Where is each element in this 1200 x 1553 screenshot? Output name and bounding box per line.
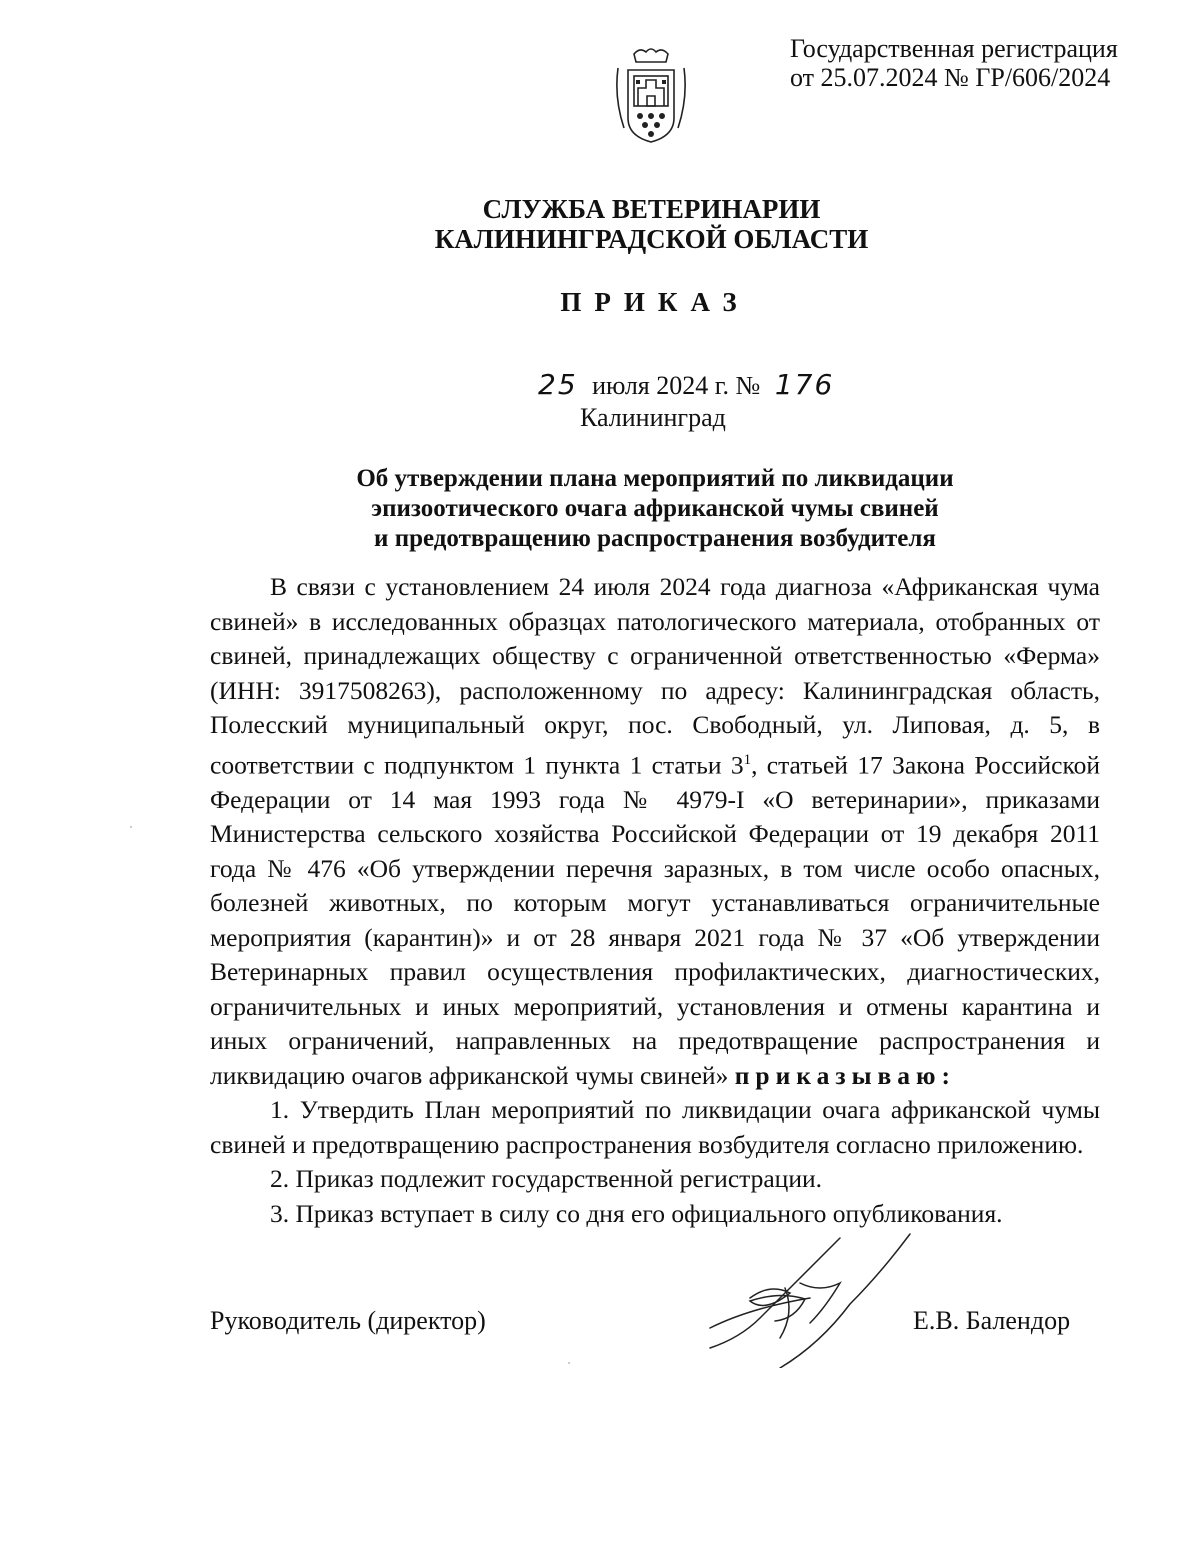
registration-line-2: от 25.07.2024 № ГР/606/2024 <box>790 63 1111 92</box>
organization-line-2: КАЛИНИНГРАДСКОЙ ОБЛАСТИ <box>434 224 869 254</box>
handwritten-signature-icon <box>690 1228 930 1368</box>
order-date-line <box>530 368 842 401</box>
organization-name <box>0 194 1200 254</box>
order-month-year: июля 2024 г. № <box>592 371 761 400</box>
preamble-part-1: В связи с установлением 24 июля 2024 года диагноза «Африканская чума свиней» в исследованных образцах патологического материала, отобранных от свиней, принадлежащих обществу с ограниченной ответственностью «Ферма» (ИНН: 3917508263), расположенному по адресу: Калининградская область, Полесский муниципальный округ, пос. Свободный, ул. Липовая, д. 5, в соответствии с подпунктом 1 пункта 1 статьи 3 <box>210 572 1100 779</box>
registration-line-1: Государственная регистрация <box>790 34 1118 63</box>
subject-line-1: Об утверждении плана мероприятий по ликвидации <box>356 465 954 492</box>
organization-line-1: СЛУЖБА ВЕТЕРИНАРИИ <box>482 194 821 224</box>
order-item-1: 1. Утвердить План мероприятий по ликвидации очага африканской чумы свиней и предотвращению распространения возбудителя согласно приложению. <box>210 1095 1100 1159</box>
order-item-2: 2. Приказ подлежит государственной регистрации. <box>270 1164 822 1193</box>
signatory-position: Руководитель (директор) <box>210 1306 486 1335</box>
scan-speck <box>568 1362 570 1364</box>
preamble-part-2: , статьей 17 Закона Российской Федерации от 14 мая 1993 года № 4979-I «О ветеринарии», приказами Министерства сельского хозяйства Российской Федерации от 19 декабря 2011 года № 476 «Об утверждении перечня заразных, в том числе особо опасных, болезней животных, по которым могут устанавливаться ограничительные мероприятия (карантин)» и от 28 января 2021 года № 37 «Об утверждении Ветеринарных правил осуществления профилактических, диагностических, ограничительных и иных мероприятий, установления и отмены карантина и иных ограничений, направленных на предотвращение распространения и ликвидацию очагов африканской чумы свиней» <box>210 750 1100 1090</box>
preamble-superscript: 1 <box>743 751 752 768</box>
coat-of-arms-icon <box>612 44 690 156</box>
document-type: ПРИКАЗ <box>560 287 750 317</box>
order-body <box>210 570 1100 1231</box>
scan-speck <box>130 826 132 828</box>
preamble-paragraph <box>210 570 1100 1093</box>
order-number: 176 <box>774 368 835 401</box>
order-city: Калининград <box>580 403 726 432</box>
order-subject <box>0 464 1200 554</box>
registration-stamp <box>790 34 1118 92</box>
subject-line-2: эпизоотического очага африканской чумы свиней <box>371 495 939 522</box>
order-day: 25 <box>538 368 578 401</box>
subject-line-3: и предотвращению распространения возбудителя <box>374 525 936 552</box>
order-item-3: 3. Приказ вступает в силу со дня его официального опубликования. <box>270 1198 1003 1228</box>
decree-word: приказываю: <box>734 1060 956 1090</box>
signatory-name: Е.В. Балендор <box>913 1306 1071 1335</box>
